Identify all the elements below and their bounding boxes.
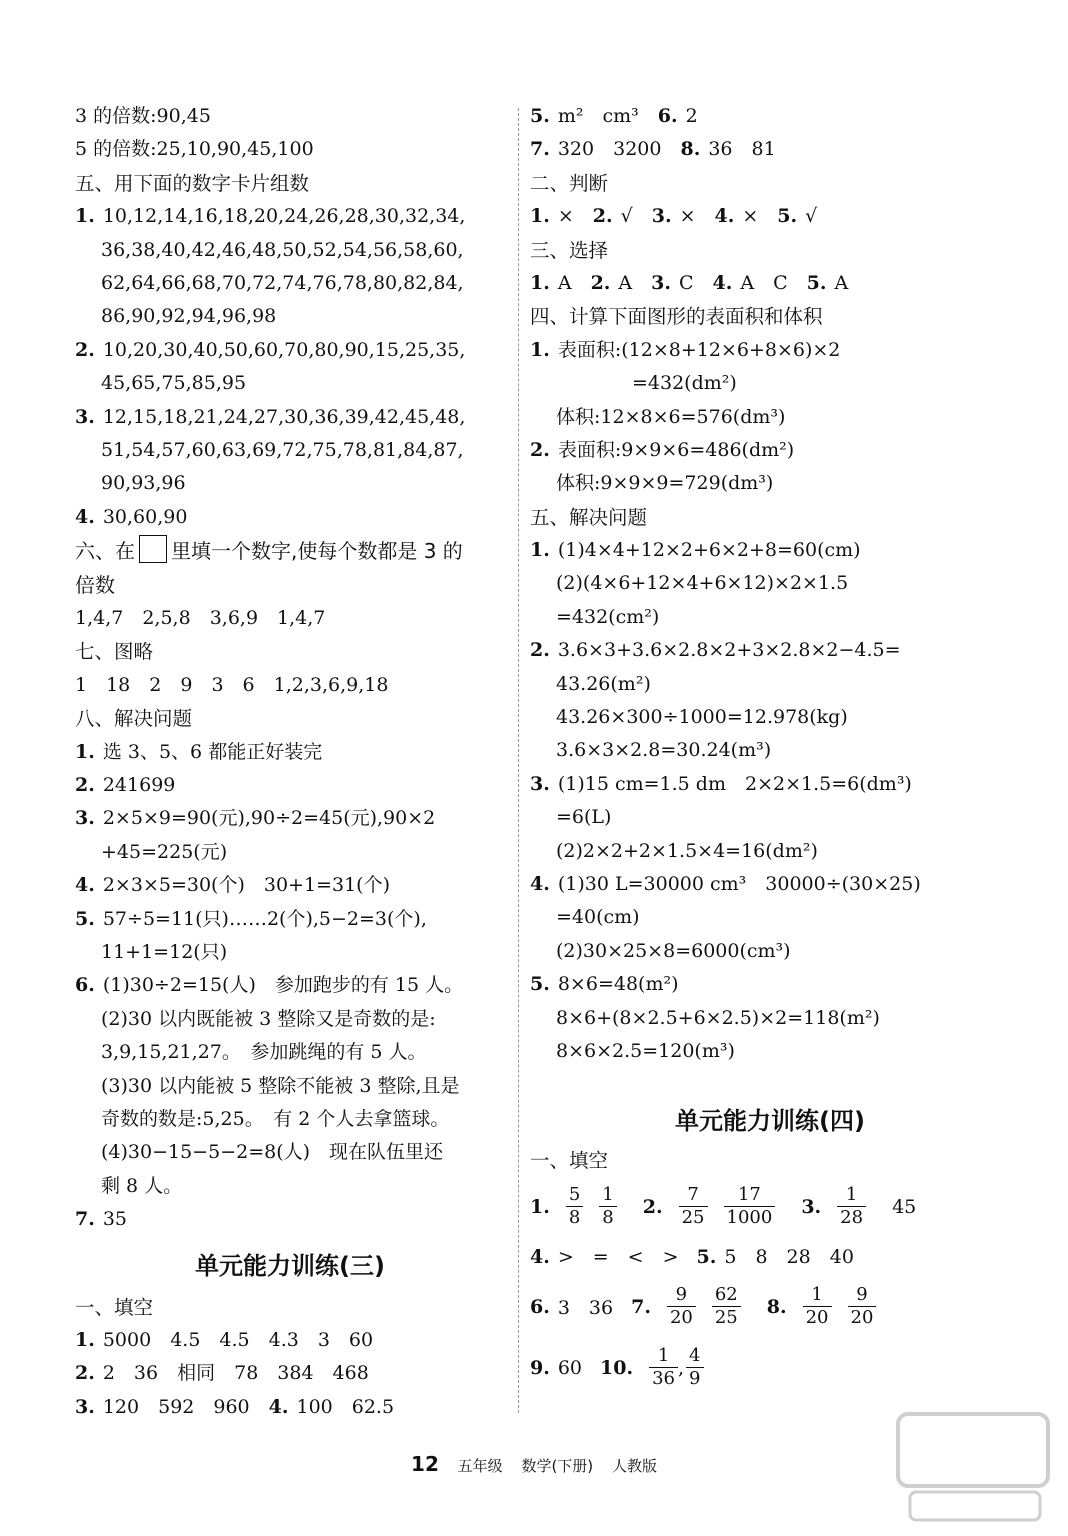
item-number: 5. — [530, 973, 550, 996]
answer-line — [530, 567, 1010, 600]
answer-line — [75, 736, 505, 769]
answer-text: (4)30−15−5−2=8(人) 现在队伍里还 — [101, 1141, 444, 1164]
item-number: 4. — [530, 872, 550, 895]
answer-line — [530, 401, 1010, 434]
answer-text: 45,65,75,85,95 — [101, 372, 247, 395]
answer-text: 36,38,40,42,46,48,50,52,54,56,58,60, — [101, 238, 464, 261]
watermark-logo-icon — [890, 1408, 1060, 1528]
item-number: 4. — [75, 505, 95, 528]
item-number: 5. — [530, 105, 550, 127]
answer-line — [75, 1136, 505, 1169]
answer-text: 43.26(m²) — [556, 672, 651, 695]
answer-text: (1)4×4+12×2+6×2+8=60(cm) — [557, 539, 861, 562]
answer-block-3 — [75, 1291, 505, 1425]
item-number: 2. — [590, 271, 611, 294]
answer-text: 1,4,7 2,5,8 3,6,9 1,4,7 — [75, 607, 326, 630]
section-heading: 一、填空 — [75, 1295, 154, 1319]
answer-text: 8×6×2.5=120(m³) — [556, 1039, 735, 1062]
answer-line — [75, 602, 505, 635]
item-number: 3. — [651, 205, 672, 228]
fraction-row-3: 9. 60 10. $\frac{1}{36}$ , $\frac{4}{9}$ — [530, 1336, 1010, 1400]
fraction: $\frac{1}{20}$ — [803, 1284, 832, 1329]
answer-text: 3.6×3+3.6×2.8×2+3×2.8×2−4.5= — [557, 639, 901, 662]
answer-line — [530, 734, 1010, 767]
answer-line — [75, 869, 505, 902]
item-number: 6. — [657, 105, 678, 127]
section-heading: 四、计算下面图形的表面积和体积 — [530, 305, 823, 329]
answer-text: × — [557, 205, 593, 228]
answer-text: (2)30×25×8=6000(cm³) — [556, 939, 791, 962]
answer-text: 35 — [102, 1208, 128, 1231]
item-number: 5. — [75, 907, 95, 930]
answer-text: =432(cm²) — [556, 605, 660, 628]
answer-text: √ — [620, 205, 652, 228]
item-number: 3. — [75, 807, 95, 830]
answer-line — [75, 234, 505, 267]
answer-line — [75, 334, 505, 367]
fraction: $\frac{4}{9}$ — [686, 1345, 703, 1390]
answer-line — [75, 1036, 505, 1069]
answer-text: 8×6=48(m²) — [557, 973, 679, 996]
answer-text: =6(L) — [556, 806, 612, 829]
subject-label: 数学(下册) — [521, 1457, 594, 1475]
page-number: 12 — [411, 1452, 439, 1476]
answer-text: √ — [805, 205, 818, 228]
item-number: 1. — [75, 205, 95, 228]
answer-line — [530, 1035, 1010, 1068]
fraction-row-1: 1. $\frac{5}{8}$ $\frac{1}{8}$ 2. $\frac{7}{25}$ $\frac{17}{1000}$ 3. $\frac{1}{28}$ 45 — [530, 1184, 917, 1229]
answer-line — [75, 300, 505, 333]
q6-line-2: 倍数 — [75, 573, 115, 598]
answer-line — [530, 768, 1010, 801]
answer-line — [530, 801, 1010, 834]
answer-line — [530, 968, 1010, 1001]
fraction: $\frac{1}{8}$ — [599, 1184, 616, 1229]
item-number: 3. — [651, 271, 671, 294]
item-number: 1. — [530, 539, 550, 562]
answer-text: 86,90,92,94,96,98 — [101, 305, 277, 328]
answer-text: 奇数的数是:5,25。 有 2 个人去拿篮球。 — [101, 1107, 450, 1130]
answer-text: 2×5×9=90(元),90÷2=45(元),90×2 — [102, 807, 436, 830]
section-heading: 三、选择 — [530, 238, 609, 262]
answer-text: 体积:12×8×6=576(dm³) — [556, 405, 786, 428]
item-number: 1. — [75, 1328, 95, 1351]
section-heading: 二、判断 — [530, 171, 609, 195]
item-number: 5. — [806, 271, 827, 294]
answer-text: 11+1=12(只) — [101, 940, 228, 963]
fraction-row-2: 6. 3 36 7. $\frac{9}{20}$ $\frac{62}{25}$ 8. $\frac{1}{20}$ $\frac{9}{20}$ — [530, 1278, 1010, 1336]
answer-line — [530, 901, 1010, 934]
answer-text: (2)(4×6+12×4+6×12)×2×1.5 — [556, 572, 849, 595]
answer-text: 10,20,30,40,50,60,70,80,90,15,25,35, — [102, 338, 466, 361]
answer-line — [75, 434, 505, 467]
answer-text: × — [679, 205, 715, 228]
answer-text: (1)30 L=30000 cm³ 30000÷(30×25) — [557, 872, 921, 895]
answer-line — [530, 133, 1010, 166]
item-number: 3. — [530, 772, 550, 795]
item-number: 6. — [75, 974, 95, 997]
answer-text: (1)15 cm=1.5 dm 2×2×1.5=6(dm³) — [557, 772, 912, 795]
answer-line — [530, 467, 1010, 500]
answer-text: (1)30÷2=15(人) 参加跑步的有 15 人。 — [102, 974, 464, 997]
unit3-title: 单元能力训练(三) — [195, 1251, 385, 1280]
item-number: 3. — [75, 1395, 95, 1418]
section-heading: 八、解决问题 — [75, 707, 193, 731]
answer-line — [530, 701, 1010, 734]
answer-block-2 — [75, 602, 505, 1236]
answer-text: (2)2×2+2×1.5×4=16(dm²) — [556, 839, 818, 862]
answer-text: 5000 4.5 4.5 4.3 3 60 — [102, 1328, 374, 1351]
answer-text: m² cm³ — [557, 105, 658, 127]
answer-line — [75, 769, 505, 802]
answer-text: 62,64,66,68,70,72,74,76,78,80,82,84, — [101, 271, 464, 294]
answer-text: A — [618, 271, 652, 294]
item-number: 2. — [75, 1362, 95, 1385]
answer-text: 43.26×300÷1000=12.978(kg) — [556, 706, 848, 729]
answer-text: 12,15,18,21,24,27,30,36,39,42,45,48, — [102, 405, 466, 428]
item-number: 1. — [530, 338, 550, 361]
answer-text: 241699 — [102, 774, 176, 797]
answer-text: 2 — [685, 105, 698, 127]
answer-text: 320 3200 — [557, 138, 681, 161]
item-number: 3. — [75, 405, 95, 428]
fraction: $\frac{1}{28}$ — [837, 1184, 866, 1229]
answer-line — [75, 1070, 505, 1103]
answer-text: 90,93,96 — [101, 472, 186, 495]
answer-line — [75, 501, 505, 534]
fraction: $\frac{62}{25}$ — [712, 1284, 741, 1329]
answer-text: 3.6×3×2.8=30.24(m³) — [556, 739, 772, 762]
answer-text: 1 18 2 9 3 6 1,2,3,6,9,18 — [75, 673, 389, 696]
answer-line: 4. > = < > 5. 5 8 28 40 — [530, 1245, 854, 1268]
section-heading: 五、用下面的数字卡片组数 — [75, 171, 310, 195]
fraction: $\frac{9}{20}$ — [848, 1284, 877, 1329]
answer-text: 体积:9×9×9=729(dm³) — [556, 472, 774, 495]
item-number: 2. — [592, 205, 613, 228]
answer-line — [530, 534, 1010, 567]
answer-block-4 — [530, 100, 1010, 1068]
answer-line — [75, 836, 505, 869]
answer-line — [75, 133, 505, 166]
answer-line — [530, 668, 1010, 701]
answer-line — [530, 1002, 1010, 1035]
blank-box — [139, 535, 167, 563]
answer-text: C — [679, 271, 713, 294]
item-number: 7. — [75, 1208, 95, 1231]
answer-text: A — [834, 271, 849, 294]
answer-line — [75, 1324, 505, 1357]
column-divider — [518, 108, 519, 1413]
answer-line — [75, 936, 505, 969]
answer-line — [75, 1357, 505, 1390]
answer-text: (2)30 以内既能被 3 整除又是奇数的是: — [101, 1007, 436, 1030]
section-heading: 七、图略 — [75, 640, 154, 664]
answer-line — [530, 935, 1010, 968]
item-number: 7. — [530, 138, 550, 161]
answer-text: 5 的倍数:25,10,90,45,100 — [75, 138, 314, 161]
answer-text: 3,9,15,21,27。 参加跳绳的有 5 人。 — [101, 1041, 427, 1064]
answer-text: A — [557, 271, 591, 294]
answer-line — [530, 634, 1010, 667]
answer-line — [530, 601, 1010, 634]
answer-line — [530, 100, 1010, 133]
fraction: $\frac{17}{1000}$ — [724, 1184, 776, 1229]
answer-line — [75, 1391, 505, 1424]
answer-text: 8×6+(8×2.5+6×2.5)×2=118(m²) — [556, 1006, 880, 1029]
answer-text: 57÷5=11(只)……2(个),5−2=3(个), — [102, 907, 427, 930]
answer-line — [75, 367, 505, 400]
answer-text: 30,60,90 — [102, 505, 188, 528]
answer-line — [75, 401, 505, 434]
answer-text: 2×3×5=30(个) 30+1=31(个) — [102, 874, 390, 897]
answer-line — [75, 467, 505, 500]
answer-text: A C — [740, 271, 807, 294]
answer-text: 51,54,57,60,63,69,72,75,78,81,84,87, — [101, 438, 464, 461]
answer-line — [75, 100, 505, 133]
item-number: 5. — [777, 205, 798, 228]
answer-line — [530, 334, 1010, 367]
answer-line — [75, 903, 505, 936]
answer-line — [530, 868, 1010, 901]
answer-text: 36 81 — [708, 138, 776, 161]
item-number: 2. — [530, 639, 550, 662]
item-number: 2. — [530, 438, 550, 461]
answer-text: (3)30 以内能被 5 整除不能被 3 整除,且是 — [101, 1074, 460, 1097]
answer-line — [530, 367, 1010, 400]
item-number: 4. — [712, 271, 733, 294]
answer-text: =40(cm) — [556, 906, 640, 929]
fraction: $\frac{7}{25}$ — [679, 1184, 708, 1229]
answer-line — [75, 267, 505, 300]
answer-text: 2 36 相同 78 384 468 — [102, 1362, 369, 1385]
answer-line — [530, 835, 1010, 868]
item-number: 4. — [75, 874, 95, 897]
answer-line — [530, 267, 1010, 300]
answer-line — [75, 1170, 505, 1203]
fraction: $\frac{5}{8}$ — [566, 1184, 583, 1229]
edition-label: 人教版 — [611, 1457, 657, 1475]
answer-text: × — [742, 205, 778, 228]
left-column — [75, 100, 505, 1424]
answer-text: +45=225(元) — [101, 840, 228, 863]
answer-line — [530, 200, 1010, 233]
answer-text: 10,12,14,16,18,20,24,26,28,30,32,34, — [102, 205, 466, 228]
answer-line — [75, 969, 505, 1002]
grade-label: 五年级 — [457, 1457, 503, 1475]
answer-text: 3 的倍数:90,45 — [75, 105, 211, 127]
right-column — [530, 100, 1010, 1400]
answer-text: =432(dm²) — [556, 372, 737, 395]
fraction: $\frac{9}{20}$ — [667, 1284, 696, 1329]
answer-line — [75, 200, 505, 233]
answer-line — [530, 434, 1010, 467]
answer-line — [75, 1103, 505, 1136]
answer-text: 表面积:(12×8+12×6+8×6)×2 — [557, 338, 841, 361]
answer-text: 剩 8 人。 — [101, 1174, 183, 1197]
fraction: $\frac{1}{36}$ — [649, 1345, 678, 1390]
item-number: 8. — [680, 138, 701, 161]
answer-text: 100 62.5 — [296, 1395, 395, 1418]
answer-text: 选 3、5、6 都能正好装完 — [102, 740, 323, 763]
answer-text: 表面积:9×9×6=486(dm²) — [557, 438, 795, 461]
answer-block-1 — [75, 100, 505, 534]
item-number: 1. — [530, 271, 550, 294]
item-number: 1. — [530, 205, 550, 228]
unit4-heading: 一、填空 — [530, 1149, 609, 1173]
item-number: 4. — [268, 1395, 289, 1418]
item-number: 2. — [75, 774, 95, 797]
item-number: 1. — [75, 740, 95, 763]
answer-line — [75, 802, 505, 835]
answer-line — [75, 669, 505, 702]
unit4-title: 单元能力训练(四) — [675, 1107, 865, 1136]
answer-text: 120 592 960 — [102, 1395, 269, 1418]
item-number: 4. — [714, 205, 735, 228]
item-number: 2. — [75, 338, 95, 361]
answer-line — [75, 1203, 505, 1236]
answer-line — [75, 1003, 505, 1036]
section-heading: 五、解决问题 — [530, 505, 648, 529]
q6-line: 六、在 里填一个数字,使每个数都是 3 的 — [75, 534, 505, 568]
